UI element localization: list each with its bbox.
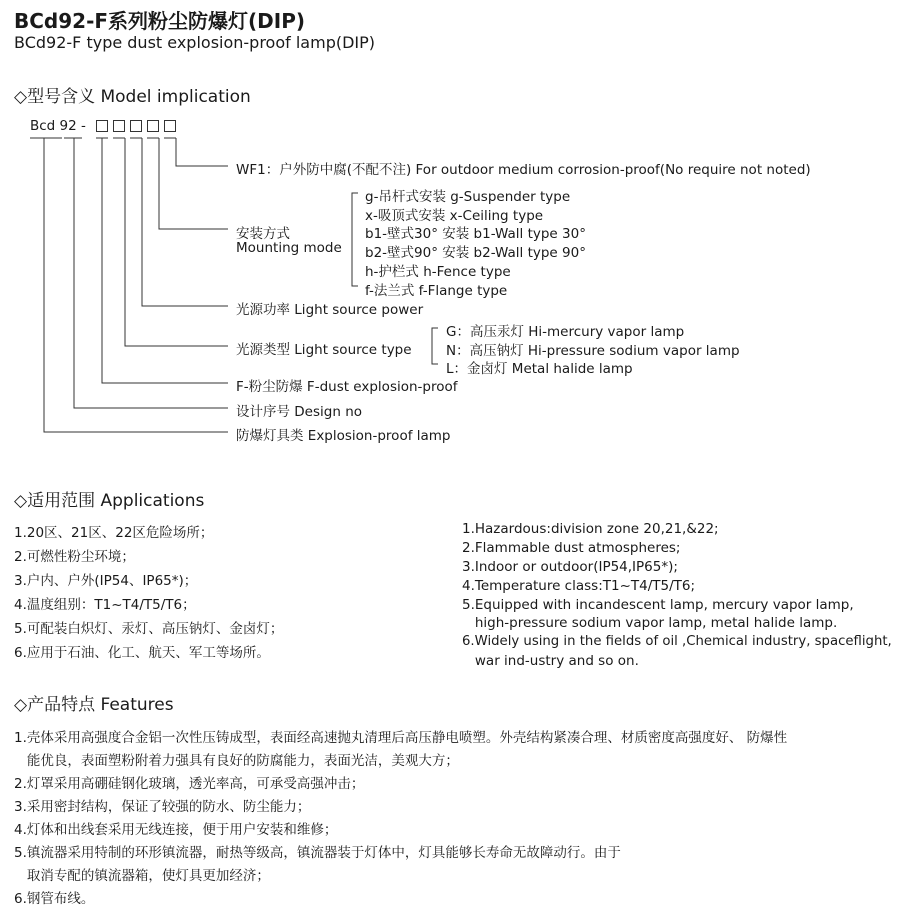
applications-cn-item: 2.可燃性粉尘环境； [14, 549, 135, 565]
features-line: 取消专配的镇流器箱，使灯具更加经济； [14, 868, 270, 884]
applications-cn-item: 5.可配装白炽灯、汞灯、高压钠灯、金卤灯； [14, 621, 284, 637]
applications-cn-item: 3.户内、户外(IP54、IP65*)； [14, 573, 198, 589]
applications-en-item: 6.Widely using in the fields of oil ,Chemical industry, spaceflight, [462, 634, 892, 649]
mounting-option: b1-壁式30° 安装 b1-Wall type 30° [365, 226, 586, 242]
applications-cn-item: 4.温度组别：T1~T4/T5/T6； [14, 597, 196, 613]
features-heading: ◇产品特点 Features [14, 695, 174, 715]
source-type-label: 光源类型 Light source type [236, 342, 412, 358]
features-line: 5.镇流器采用特制的环形镇流器，耐热等级高，镇流器装于灯体中，灯具能够长寿命无故障动行。由于 [14, 845, 621, 861]
applications-en-item: 4.Temperature class:T1~T4/T5/T6; [462, 578, 696, 594]
applications-en-item: 5.Equipped with incandescent lamp, mercury vapor lamp, [462, 597, 854, 613]
features-line: 能优良，表面塑粉附着力强具有良好的防腐能力，表面光洁，美观大方； [14, 753, 459, 769]
source-option: G：高压汞灯 Hi-mercury vapor lamp [446, 324, 685, 340]
applications-en-item: 2.Flammable dust atmospheres; [462, 540, 681, 556]
applications-en-item: 1.Hazardous:division zone 20,21,&22; [462, 521, 719, 537]
source-option: L：金卤灯 Metal halide lamp [446, 361, 633, 377]
features-line: 2.灯罩采用高硼硅钢化玻璃，透光率高，可承受高强冲击； [14, 776, 365, 792]
mounting-option: h-护栏式 h-Fence type [365, 264, 511, 280]
model-heading: ◇型号含义 Model implication [14, 87, 251, 107]
features-line: 3.采用密封结构，保证了较强的防水、防尘能力； [14, 799, 311, 815]
applications-cn-item: 1.20区、21区、22区危险场所； [14, 525, 214, 541]
applications-heading: ◇适用范围 Applications [14, 491, 205, 511]
mounting-option: g-吊杆式安装 g-Suspender type [365, 189, 571, 205]
applications-en-item: high-pressure sodium vapor lamp, metal halide lamp. [462, 615, 838, 631]
mounting-option: f-法兰式 f-Flange type [365, 283, 508, 299]
applications-cn-item: 6.应用于石油、化工、航天、军工等场所。 [14, 645, 270, 661]
design-label: 设计序号 Design no [236, 404, 363, 420]
source-option: N：高压钠灯 Hi-pressure sodium vapor lamp [446, 343, 740, 359]
page-title: BCd92-F系列粉尘防爆灯(DIP) [14, 9, 306, 33]
features-line: 1.壳体采用高强度合金铝一次性压铸成型，表面经高速抛丸清理后高压静电喷塑。外壳结构紧凑合理、材质密度高强度好、 防爆性 [14, 730, 788, 746]
dust-label: F-粉尘防爆 F-dust explosion-proof [236, 379, 458, 395]
features-line: 6.钢管布线。 [14, 891, 95, 907]
mounting-label-en: Mounting mode [236, 240, 342, 256]
applications-en-item: 3.Indoor or outdoor(IP54,IP65*); [462, 559, 678, 575]
power-label: 光源功率 Light source power [236, 302, 424, 318]
model-code-prefix: Bcd 92 - [30, 118, 86, 134]
mounting-option: b2-壁式90° 安装 b2-Wall type 90° [365, 245, 586, 261]
mounting-option: x-吸顶式安装 x-Ceiling type [365, 208, 544, 224]
applications-en-item: war ind-ustry and so on. [462, 653, 639, 669]
mounting-label-cn: 安装方式 [236, 226, 290, 242]
lamp-label: 防爆灯具类 Explosion-proof lamp [236, 428, 451, 444]
wf1-label: WF1：户外防中腐(不配不注) For outdoor medium corrosion-proof(No require not noted) [236, 162, 811, 178]
page-subtitle: BCd92-F type dust explosion-proof lamp(DIP) [14, 33, 376, 52]
features-line: 4.灯体和出线套采用无线连接，便于用户安装和维修； [14, 822, 338, 838]
